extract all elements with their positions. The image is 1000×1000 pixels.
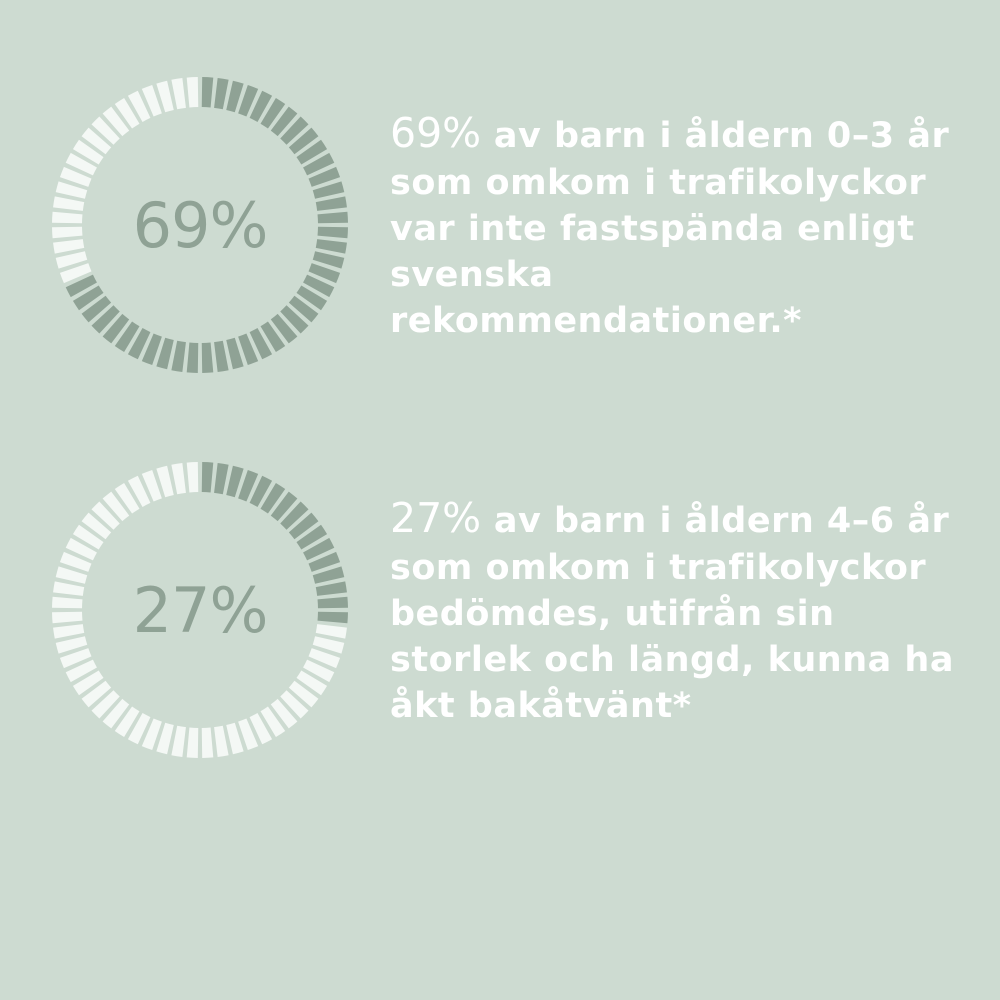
donut-chart-1 bbox=[30, 440, 370, 780]
stat-caption-1 bbox=[390, 491, 970, 730]
stat-caption-lead-1: 27% bbox=[390, 493, 482, 542]
stat-caption-body-1: av barn i åldern 4–6 år som omkom i trafikolyckor bedömdes, utifrån sin storlek och längd, kunna ha åkt bakåtvänt* bbox=[390, 500, 954, 727]
stat-text-column-1 bbox=[370, 491, 1000, 730]
stat-caption-lead-0: 69% bbox=[390, 108, 482, 157]
stat-caption-body-0: av barn i åldern 0–3 år som omkom i trafikolyckor var inte fastspända enligt svenska rekommendationer.* bbox=[390, 115, 950, 342]
donut-center-label-0: 69% bbox=[132, 188, 268, 262]
donut-chart-0 bbox=[30, 55, 370, 395]
stat-text-column-0 bbox=[370, 106, 1000, 345]
stat-block bbox=[0, 55, 1000, 395]
stat-block bbox=[0, 440, 1000, 780]
donut-center-label-1: 27% bbox=[132, 573, 268, 647]
stat-caption-0 bbox=[390, 106, 970, 345]
